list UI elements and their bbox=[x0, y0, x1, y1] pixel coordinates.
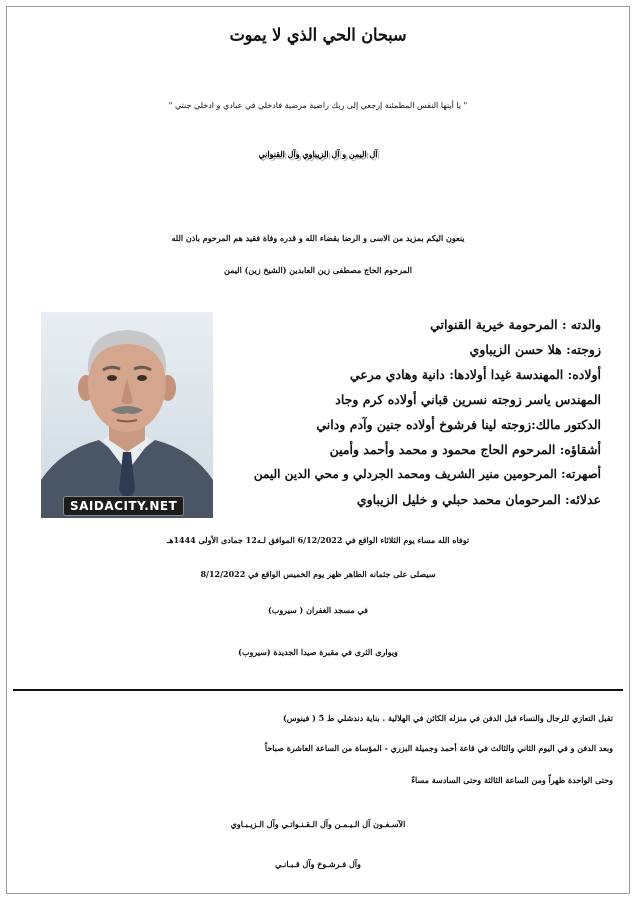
section-divider bbox=[13, 689, 623, 691]
detail-son-yasser: المهندس ياسر زوجته نسرين قباني أولاده كرم وجاد bbox=[335, 392, 601, 407]
burial-line: ويوارى الثرى في مقبرة صيدا الجديدة (سيروب) bbox=[238, 647, 398, 657]
detail-mother: والدته : المرحومة خيرية القنواتي bbox=[430, 317, 601, 332]
mourners-line-2: وآل فـرشـوخ وآل قـبـانـي bbox=[275, 859, 361, 869]
detail-children: أولاده: المهندسة غيدا أولادها: دانية وهادي مرعي bbox=[349, 367, 601, 382]
announcement-line-1: ينعون اليكم بمزيد من الاسى و الرضا بقضاء الله و قدره وفاة فقيد هم المرحوم باذن الله bbox=[171, 233, 465, 243]
detail-in-laws: أصهرته: المرحومين منير الشريف ومحمد الجردلي و محي الدين اليمن bbox=[253, 467, 601, 481]
mourners-line-1: الآسـفـون آل الـيـمـن وآل الـقـنـواتـي وآل الـزيـبـاوي bbox=[230, 819, 406, 829]
death-date-line: توفاه الله مساء يوم الثلاثاء الواقع في 6/12/2022 الموافق لـه12 جمادى الأولى 1444هـ bbox=[166, 535, 470, 545]
condolences-line-2: وبعد الدفن و في اليوم الثاني والثالث في قاعة أحمد وجميلة البزري - المؤساة من الساعة العاشرة صباحاً bbox=[264, 743, 613, 753]
detail-son-malek: الدكتور مالك:زوجته لينا فرشوخ أولاده جنين وآدم وداني bbox=[316, 417, 601, 432]
announcement-line-2: المرحوم الحاج مصطفى زين العابدين (الشيخ زين) اليمن bbox=[224, 265, 412, 275]
families-title: آل اليمن و آل الزيباوي وآل القنواني bbox=[258, 149, 378, 159]
relatives-list bbox=[241, 312, 601, 512]
condolences-line-1: تقبل التعازي للرجال والنساء قبل الدفن في منزله الكائن في الهلالية . بناية دندشلي ط 5 ( فينوس) bbox=[282, 713, 613, 723]
detail-brothers: أشقاؤه: المرحوم الحاج محمود و محمد وأحمد وأمين bbox=[329, 442, 601, 457]
condolences-line-3: وحتى الواحدة ظهراً ومن الساعة الثالثة وحتى السادسة مساءً bbox=[411, 775, 613, 785]
obituary-page bbox=[6, 6, 630, 894]
deceased-portrait bbox=[41, 312, 213, 518]
header-calligraphy: سبحان الحي الذي لا يموت bbox=[229, 24, 407, 45]
prayer-line: سيصلى على جثمانه الطاهر ظهر يوم الخميس الواقع في 8/12/2022 bbox=[200, 569, 436, 579]
watermark-label: SAIDACITY.NET bbox=[63, 496, 184, 516]
mosque-line: في مسجد الغفران ( سيروب) bbox=[268, 605, 368, 615]
quran-verse: " يا أيتها النفس المطمئنة إرجعي إلى ربك راضية مرضية فادخلي في عبادي و ادخلي جنتي " bbox=[168, 101, 468, 110]
portrait-illustration bbox=[41, 312, 213, 518]
detail-co-in-laws: عدلائه: المرحومان محمد حبلي و خليل الزيباوي bbox=[356, 492, 601, 507]
detail-wife: زوجته: هلا حسن الزيباوي bbox=[469, 342, 601, 357]
